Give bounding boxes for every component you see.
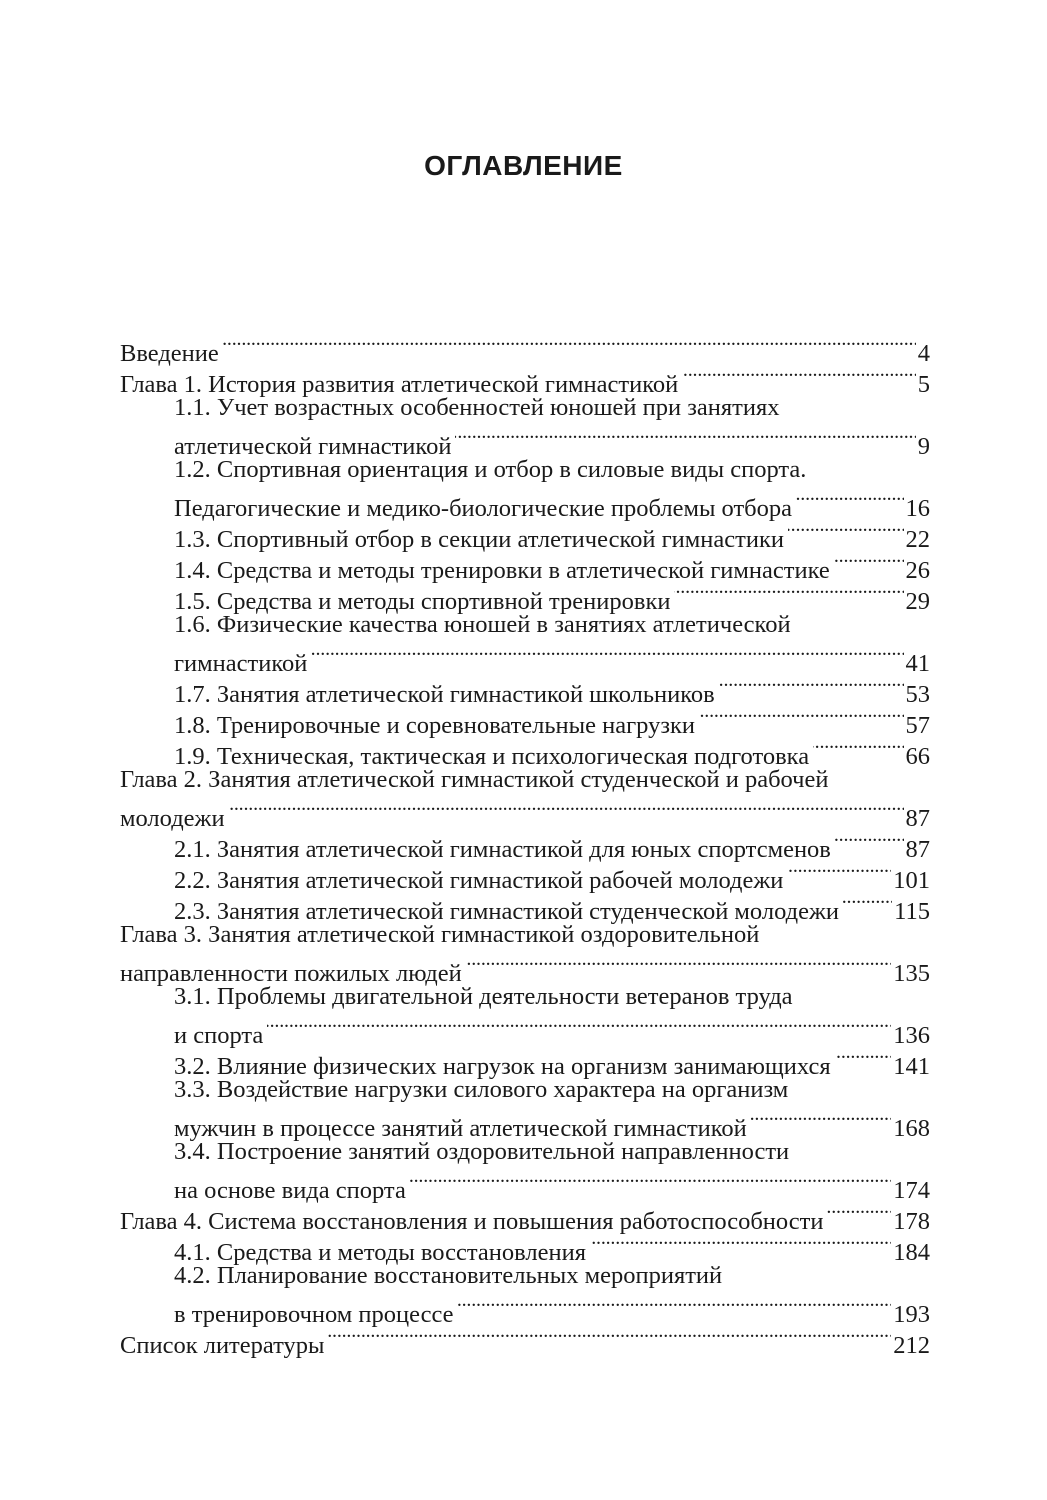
- toc-page-number: 174: [893, 1177, 930, 1204]
- toc-entry-title: 2.2. Занятия атлетической гимнастикой рабочей молодежи: [174, 867, 784, 894]
- toc-entry-title: и спорта: [174, 1022, 264, 1049]
- dot-leader: [787, 857, 891, 888]
- dot-leader: [223, 330, 916, 361]
- toc-entry-title: Глава 1. История развития атлетической гимнастикой: [120, 371, 679, 398]
- toc-page-number: 22: [905, 526, 930, 553]
- toc-page-number: 193: [893, 1301, 930, 1328]
- toc-page-number: 26: [905, 557, 930, 584]
- dot-leader: [813, 733, 903, 764]
- toc-page-number: 29: [905, 588, 930, 615]
- dot-leader: [410, 1167, 891, 1198]
- toc-entry-title: 1.2. Спортивная ориентация и отбор в силовые виды спорта.: [174, 456, 807, 483]
- toc-line: [120, 826, 930, 863]
- toc-line: [120, 640, 930, 677]
- dot-leader: [311, 640, 903, 671]
- toc-page-number: 136: [893, 1022, 930, 1049]
- toc-entry-title: 4.2. Планирование восстановительных мероприятий: [174, 1262, 723, 1289]
- toc-entry-title: 4.1. Средства и методы восстановления: [174, 1239, 586, 1266]
- toc-entry: [120, 361, 930, 398]
- dot-leader: [827, 1198, 891, 1229]
- dot-leader: [682, 361, 915, 392]
- toc-line: [120, 795, 930, 832]
- toc-entry-title: 1.9. Техническая, тактическая и психологическая подготовка: [174, 743, 810, 770]
- toc-page-number: 115: [894, 898, 930, 925]
- dot-leader: [788, 516, 904, 547]
- dot-leader: [458, 1291, 892, 1322]
- toc-line: [120, 1291, 930, 1328]
- toc-line: [120, 764, 930, 795]
- dot-leader: [835, 1043, 892, 1074]
- page-title: ОГЛАВЛЕНИЕ: [424, 150, 623, 181]
- toc-page-number: 135: [893, 960, 930, 987]
- toc-page-number: 53: [905, 681, 930, 708]
- toc-entry-title: 2.3. Занятия атлетической гимнастикой студенческой молодежи: [174, 898, 840, 925]
- toc-entry-title: мужчин в процессе занятий атлетической гимнастикой: [174, 1115, 747, 1142]
- toc-entry-title: Список литературы: [120, 1332, 325, 1359]
- toc-entry-title: Глава 3. Занятия атлетической гимнастикой оздоровительной: [120, 921, 760, 948]
- toc-entry-title: 1.4. Средства и методы тренировки в атлетической гимнастике: [174, 557, 830, 584]
- dot-leader: [699, 702, 903, 733]
- dot-leader: [835, 826, 904, 857]
- toc-line: [120, 609, 930, 640]
- toc-entry-title: гимнастикой: [174, 650, 308, 677]
- toc-entry-title: на основе вида спорта: [174, 1177, 406, 1204]
- toc-page-number: 168: [893, 1115, 930, 1142]
- toc-line: [120, 423, 930, 460]
- toc-line: [120, 950, 930, 987]
- toc-entry-title: 1.6. Физические качества юношей в занятиях атлетической: [174, 611, 791, 638]
- dot-leader: [834, 547, 904, 578]
- toc-entry: [120, 609, 930, 677]
- toc-entry-title: 2.1. Занятия атлетической гимнастикой для юных спортсменов: [174, 836, 831, 863]
- toc-entry-title: в тренировочном процессе: [174, 1301, 454, 1328]
- toc-line: [120, 1260, 930, 1291]
- toc-entry-title: 3.2. Влияние физических нагрузок на организм занимающихся: [174, 1053, 831, 1080]
- toc-page-number: 5: [917, 371, 930, 398]
- toc-entry-title: молодежи: [120, 805, 225, 832]
- toc-page-number: 184: [893, 1239, 930, 1266]
- dot-leader: [843, 888, 892, 919]
- dot-leader: [674, 578, 903, 609]
- toc-entry: [120, 1136, 930, 1204]
- toc-page-number: 16: [905, 495, 930, 522]
- table-of-contents: [120, 330, 930, 1359]
- toc-entry-title: Глава 2. Занятия атлетической гимнастикой студенческой и рабочей: [120, 766, 829, 793]
- toc-entry-title: 1.7. Занятия атлетической гимнастикой школьников: [174, 681, 715, 708]
- dot-leader: [590, 1229, 891, 1260]
- toc-entry: [120, 1260, 930, 1328]
- toc-entry-title: направленности пожилых людей: [120, 960, 462, 987]
- toc-entry: [120, 919, 930, 987]
- toc-line: [120, 454, 930, 485]
- toc-entry: [120, 330, 930, 367]
- toc-entry: [120, 826, 930, 863]
- toc-page-number: 41: [905, 650, 930, 677]
- dot-leader: [796, 485, 903, 516]
- dot-leader: [267, 1012, 891, 1043]
- toc-entry-title: Педагогические и медико-биологические проблемы отбора: [174, 495, 793, 522]
- toc-line: [120, 1136, 930, 1167]
- toc-page-number: 87: [905, 836, 930, 863]
- toc-entry-title: атлетической гимнастикой: [174, 433, 452, 460]
- toc-line: [120, 361, 930, 398]
- dot-leader: [719, 671, 904, 702]
- toc-page-number: 178: [893, 1208, 930, 1235]
- toc-page-number: 4: [917, 340, 930, 367]
- toc-entry-title: Введение: [120, 340, 219, 367]
- toc-entry-title: 1.3. Спортивный отбор в секции атлетической гимнастики: [174, 526, 784, 553]
- toc-entry-title: 3.3. Воздействие нагрузки силового характера на организм: [174, 1076, 789, 1103]
- dot-leader: [751, 1105, 891, 1136]
- dot-leader: [328, 1322, 891, 1353]
- toc-entry-title: Глава 4. Система восстановления и повышения работоспособности: [120, 1208, 824, 1235]
- toc-entry: [120, 454, 930, 522]
- toc-line: [120, 1105, 930, 1142]
- toc-line: [120, 330, 930, 367]
- toc-line: [120, 1167, 930, 1204]
- toc-entry-title: 1.1. Учет возрастных особенностей юношей при занятиях: [174, 394, 780, 421]
- toc-page-number: 87: [905, 805, 930, 832]
- toc-page-number: 212: [893, 1332, 930, 1359]
- toc-entry: [120, 392, 930, 460]
- dot-leader: [466, 950, 892, 981]
- toc-entry-title: 3.4. Построение занятий оздоровительной направленности: [174, 1138, 790, 1165]
- toc-line: [120, 392, 930, 423]
- toc-line: [120, 1012, 930, 1049]
- toc-entry: [120, 1074, 930, 1142]
- toc-line: [120, 485, 930, 522]
- toc-page-number: 141: [893, 1053, 930, 1080]
- toc-entry: [120, 764, 930, 832]
- toc-entry: [120, 981, 930, 1049]
- toc-page-number: 66: [905, 743, 930, 770]
- toc-entry-title: 3.1. Проблемы двигательной деятельности ветеранов труда: [174, 983, 793, 1010]
- toc-page-number: 9: [917, 433, 930, 460]
- toc-page-number: 101: [893, 867, 930, 894]
- dot-leader: [229, 795, 904, 826]
- dot-leader: [455, 423, 915, 454]
- toc-entry-title: 1.8. Тренировочные и соревновательные нагрузки: [174, 712, 696, 739]
- toc-page-number: 57: [905, 712, 930, 739]
- toc-line: [120, 981, 930, 1012]
- toc-entry-title: 1.5. Средства и методы спортивной тренировки: [174, 588, 671, 615]
